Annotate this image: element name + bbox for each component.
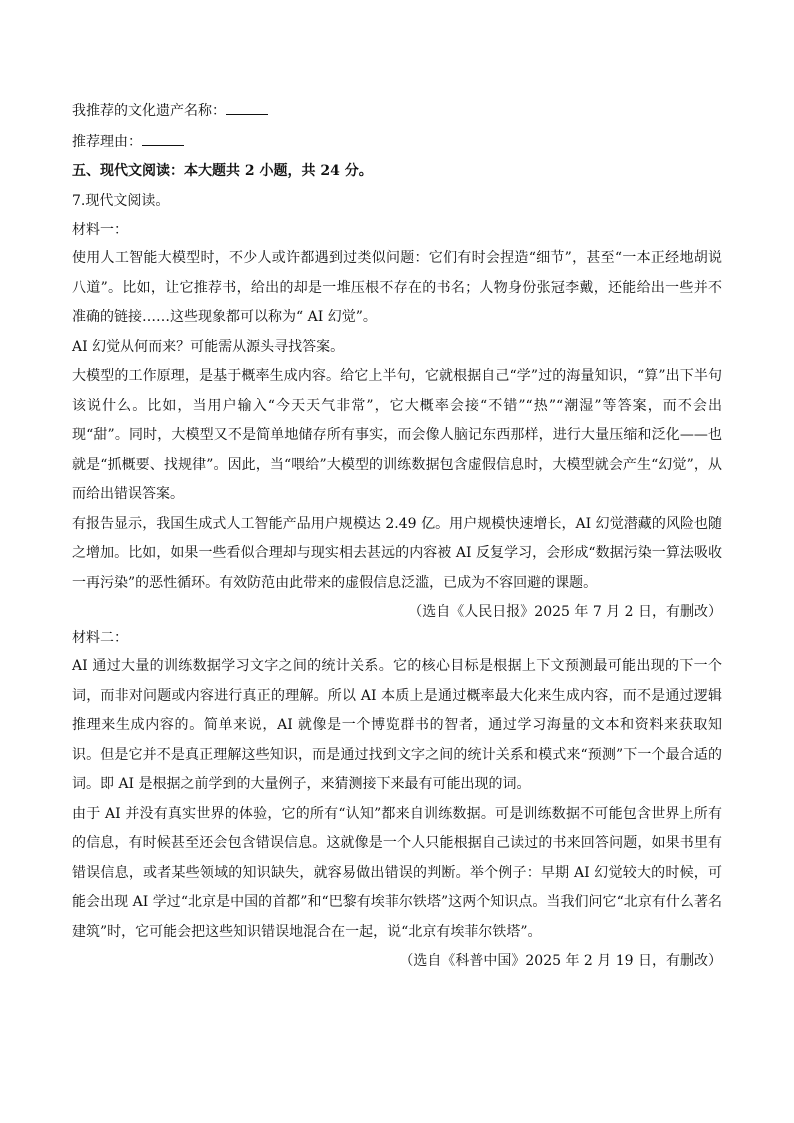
material-one-source: （选自《人民日报》2025 年 7 月 2 日，有删改） [408,604,722,620]
material-two-paragraph-1: AI 通过大量的训练数据学习文字之间的统计关系。它的核心目标是根据上下文预测最可能出现的下一个词，而非对问题或内容进行真正的理解。所以 AI 本质上是通过概率最大化来生成内容，而不是通过逻辑推理来生成内容的。简单来说，AI 就像是一个博览群书的智者，通过学习海量的文本和资料来获取知识。但是它并不是真正理解这些知识，而是通过找到文字之间的统计关系和模式来“预测”下一个最合适的词。即 AI 是根据之前学到的大量例子，来猜测接下来最有可能出现的词。 [72,658,722,792]
recommend-reason-label: 推荐理由： [72,133,142,150]
question-seven-title: 7.现代文阅读。 [72,192,170,209]
material-one-label: 材料一： [72,222,128,238]
material-one-paragraph-1: 使用人工智能大模型时，不少人或许都遇到过类似问题：它们有时会捏造“细节”，甚至“一本正经地胡说八道”。比如，让它推荐书，给出的却是一堆压根不存在的书名；人物身份张冠李戴，还能给出一些并不准确的链接……这些现象都可以称为“ AI 幻觉”。 [72,250,722,325]
material-one-paragraph-2: AI 幻觉从何而来？可能需从源头寻找答案。 [72,338,345,355]
heritage-name-label: 我推荐的文化遗产名称： [72,103,226,119]
material-one-paragraph-4: 有报告显示，我国生成式人工智能产品用户规模达 2.49 亿。用户规模快速增长，AI 幻觉潜藏的风险也随之增加。比如，如果一些看似合理却与现实相去甚远的内容被 AI 反复学习，会形成“数据污染一算法吸收一再污染”的恶性循环。有效防范由此带来的虚假信息泛滥，已成为不容回避的课题。 [72,515,722,591]
material-two-source: （选自《科普中国》2025 年 2 月 19 日，有删改） [399,953,722,969]
heritage-name-blank[interactable] [226,100,268,115]
recommend-reason-blank[interactable] [142,131,184,146]
material-two-label: 材料二： [72,630,128,646]
recommend-reason-line [72,131,722,152]
document-page [72,100,722,977]
material-one-paragraph-3: 大模型的工作原理，是基于概率生成内容。给它上半句，它就根据自己“学”过的海量知识，“算”出下半句该说什么。比如，当用户输入“今天天气非常”，它大概率会接“不错”“热”“潮湿”等答案，而不会出现“甜”。同时，大模型又不是简单地储存所有事实，而会像人脑记东西那样，进行大量压缩和泛化——也就是“抓概要、找规律”。因此，当“喂给”大模型的训练数据包含虚假信息时，大模型就会产生“幻觉”，从而给出错误答案。 [72,368,722,502]
heritage-name-line [72,100,722,121]
section-five-heading: 五、现代文阅读：本大题共 2 小题，共 24 分。 [72,163,373,179]
material-two-paragraph-2: 由于 AI 并没有真实世界的体验，它的所有“认知”都来自训练数据。可是训练数据不可能包含世界上所有的信息，有时候甚至还会包含错误信息。这就像是一个人只能根据自己读过的书来回答问题，如果书里有错误信息，或者某些领域的知识缺失，就容易做出错误的判断。举个例子：早期 AI 幻觉较大的时候，可能会出现 AI 学过“北京是中国的首都”和“巴黎有埃菲尔铁塔”这两个知识点。当我们问它“北京有什么著名建筑”时，它可能会把这些知识错误地混合在一起，说“北京有埃菲尔铁塔”。 [72,805,722,940]
